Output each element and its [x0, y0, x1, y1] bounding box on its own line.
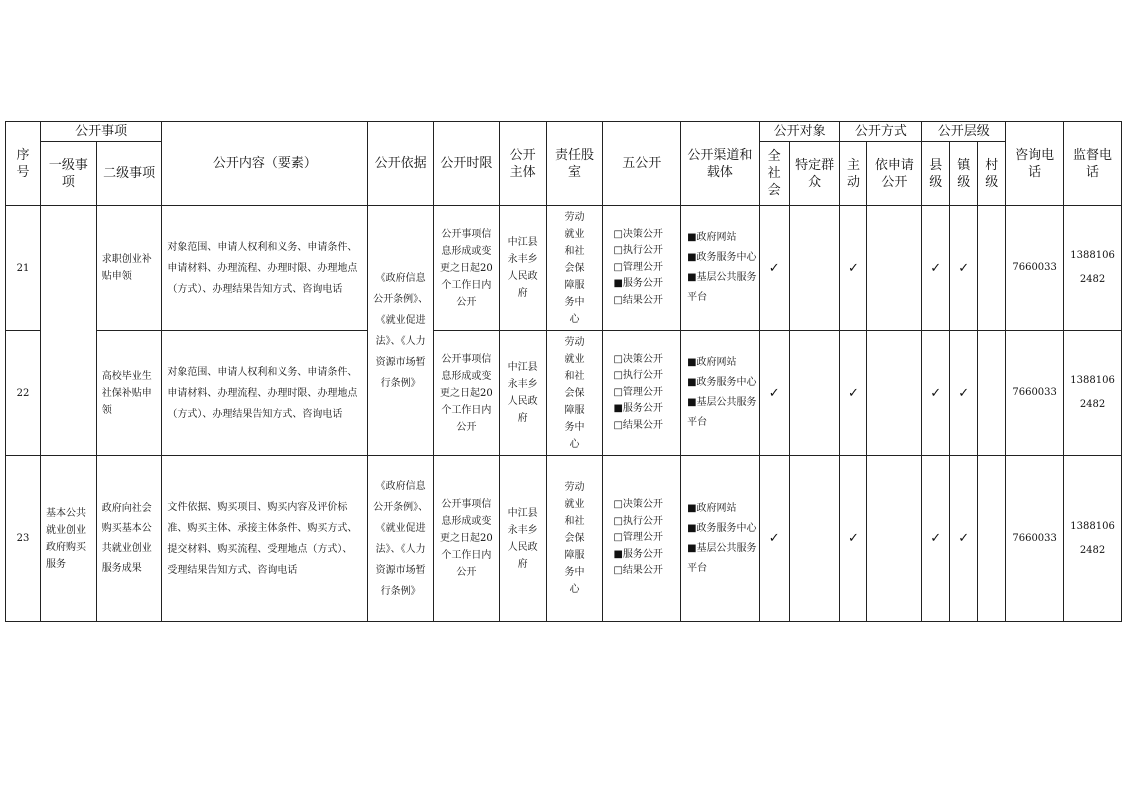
five-open-option: ■服务公开	[613, 403, 663, 415]
cell-content: 文件依据、购买项目、购买内容及评价标准、购买主体、承接主体条件、购买方式、提交材料、购买流程、受理地点（方式）、受理结果告知方式、咨询电话	[162, 456, 368, 622]
header-level-group: 公开层级	[922, 122, 1006, 142]
cell-subject: 中江县永丰乡人民政府	[499, 206, 546, 331]
cell-supervise-phone: 13881062482	[1064, 206, 1122, 331]
five-open-option: □管理公开	[613, 386, 663, 398]
header-basis: 公开依据	[368, 122, 434, 206]
cell-five-open	[603, 206, 681, 331]
five-open-option: □结果公开	[613, 419, 663, 431]
cell-office: 劳动就业和社会保障服务中心	[546, 206, 603, 331]
cell-target-specific	[789, 456, 840, 622]
five-open-option: □管理公开	[613, 532, 663, 544]
cell-supervise-phone: 13881062482	[1064, 456, 1122, 622]
channel-item: ■基层公共服务平台	[687, 542, 757, 574]
channel-item: ■政务服务中心	[687, 522, 757, 534]
five-open-option: □执行公开	[613, 245, 663, 257]
channel-item: ■政务服务中心	[687, 252, 757, 263]
header-five-open: 五公开	[603, 122, 681, 206]
cell-subject: 中江县永丰乡人民政府	[499, 456, 546, 622]
cell-level-county: ✓	[922, 456, 950, 622]
header-items-group: 公开事项	[40, 122, 161, 142]
cell-channel	[681, 331, 760, 456]
cell-time-limit: 公开事项信息形成或变更之日起20个工作日内公开	[434, 331, 500, 456]
five-open-option: ■服务公开	[613, 548, 663, 560]
cell-level1: 基本公共就业创业政府购买服务	[40, 456, 96, 622]
header-time-limit: 公开时限	[434, 122, 500, 206]
header-consult-phone: 咨询电话	[1006, 122, 1064, 206]
header-target-all: 全社会	[759, 142, 789, 206]
cell-target-all: ✓	[759, 456, 789, 622]
header-level-county: 县级	[922, 142, 950, 206]
disclosure-table	[5, 121, 1122, 622]
cell-seq: 22	[6, 331, 41, 456]
cell-basis: 《政府信息公开条例》、《就业促进法》、《人力资源市场暂行条例》	[368, 206, 434, 456]
header-subject: 公开主体	[499, 122, 546, 206]
cell-subject: 中江县永丰乡人民政府	[499, 331, 546, 456]
cell-method-request	[867, 331, 922, 456]
channel-item: ■基层公共服务平台	[687, 272, 757, 303]
cell-method-active: ✓	[840, 456, 867, 622]
five-open-option: □决策公开	[613, 228, 663, 240]
header-target-specific: 特定群众	[789, 142, 840, 206]
header-method-request: 依申请公开	[867, 142, 922, 206]
header-level1: 一级事项	[40, 142, 96, 206]
cell-method-request	[867, 456, 922, 622]
cell-time-limit: 公开事项信息形成或变更之日起20个工作日内公开	[434, 206, 500, 331]
cell-office: 劳动就业和社会保障服务中心	[546, 331, 603, 456]
five-open-option: □结果公开	[613, 565, 663, 577]
channel-item: ■政府网站	[687, 357, 737, 368]
header-method-group: 公开方式	[840, 122, 922, 142]
cell-level-village	[978, 331, 1006, 456]
five-open-option: □执行公开	[613, 515, 663, 527]
cell-level-town: ✓	[950, 206, 978, 331]
header-level-village: 村级	[978, 142, 1006, 206]
cell-level-county: ✓	[922, 331, 950, 456]
header-method-active: 主动	[840, 142, 867, 206]
cell-level2: 高校毕业生社保补贴申领	[96, 331, 162, 456]
five-open-option: □结果公开	[613, 294, 663, 306]
header-channel: 公开渠道和载体	[681, 122, 760, 206]
cell-basis: 《政府信息公开条例》、《就业促进法》、《人力资源市场暂行条例》	[368, 456, 434, 622]
cell-level-county: ✓	[922, 206, 950, 331]
five-open-option: □决策公开	[613, 353, 663, 365]
header-target-group: 公开对象	[759, 122, 840, 142]
header-supervise-phone: 监督电话	[1064, 122, 1122, 206]
header-office: 责任股室	[546, 122, 603, 206]
five-open-option: □执行公开	[613, 370, 663, 382]
cell-level-town: ✓	[950, 456, 978, 622]
five-open-option: ■服务公开	[613, 278, 663, 290]
cell-seq: 23	[6, 456, 41, 622]
cell-content: 对象范围、申请人权利和义务、申请条件、申请材料、办理流程、办理时限、办理地点（方式）、办理结果告知方式、咨询电话	[162, 206, 368, 331]
channel-item: ■基层公共服务平台	[687, 397, 757, 428]
channel-item: ■政府网站	[687, 502, 737, 514]
cell-level2: 求职创业补贴申领	[96, 206, 162, 331]
cell-channel	[681, 456, 760, 622]
cell-five-open	[603, 456, 681, 622]
cell-level-town: ✓	[950, 331, 978, 456]
cell-method-active: ✓	[840, 331, 867, 456]
cell-consult-phone: 7660033	[1006, 206, 1064, 331]
five-open-option: □决策公开	[613, 499, 663, 511]
cell-time-limit: 公开事项信息形成或变更之日起20个工作日内公开	[434, 456, 500, 622]
cell-level-village	[978, 456, 1006, 622]
cell-method-active: ✓	[840, 206, 867, 331]
cell-level1	[40, 206, 96, 456]
header-content: 公开内容（要素）	[162, 122, 368, 206]
channel-item: ■政府网站	[687, 232, 737, 243]
cell-seq: 21	[6, 206, 41, 331]
cell-target-specific	[789, 206, 840, 331]
cell-five-open	[603, 331, 681, 456]
table-row	[6, 331, 1122, 456]
cell-consult-phone: 7660033	[1006, 456, 1064, 622]
cell-target-specific	[789, 331, 840, 456]
five-open-option: □管理公开	[613, 261, 663, 273]
cell-target-all: ✓	[759, 331, 789, 456]
header-seq: 序号	[6, 122, 41, 206]
header-level2: 二级事项	[96, 142, 162, 206]
cell-supervise-phone: 13881062482	[1064, 331, 1122, 456]
header-level-town: 镇级	[950, 142, 978, 206]
table-row	[6, 456, 1122, 622]
cell-level-village	[978, 206, 1006, 331]
channel-item: ■政务服务中心	[687, 377, 757, 388]
cell-consult-phone: 7660033	[1006, 331, 1064, 456]
cell-level2: 政府向社会购买基本公共就业创业服务成果	[96, 456, 162, 622]
cell-method-request	[867, 206, 922, 331]
cell-channel	[681, 206, 760, 331]
cell-content: 对象范围、申请人权利和义务、申请条件、申请材料、办理流程、办理时限、办理地点（方式）、办理结果告知方式、咨询电话	[162, 331, 368, 456]
cell-target-all: ✓	[759, 206, 789, 331]
table-row	[6, 206, 1122, 331]
cell-office: 劳动就业和社会保障服务中心	[546, 456, 603, 622]
